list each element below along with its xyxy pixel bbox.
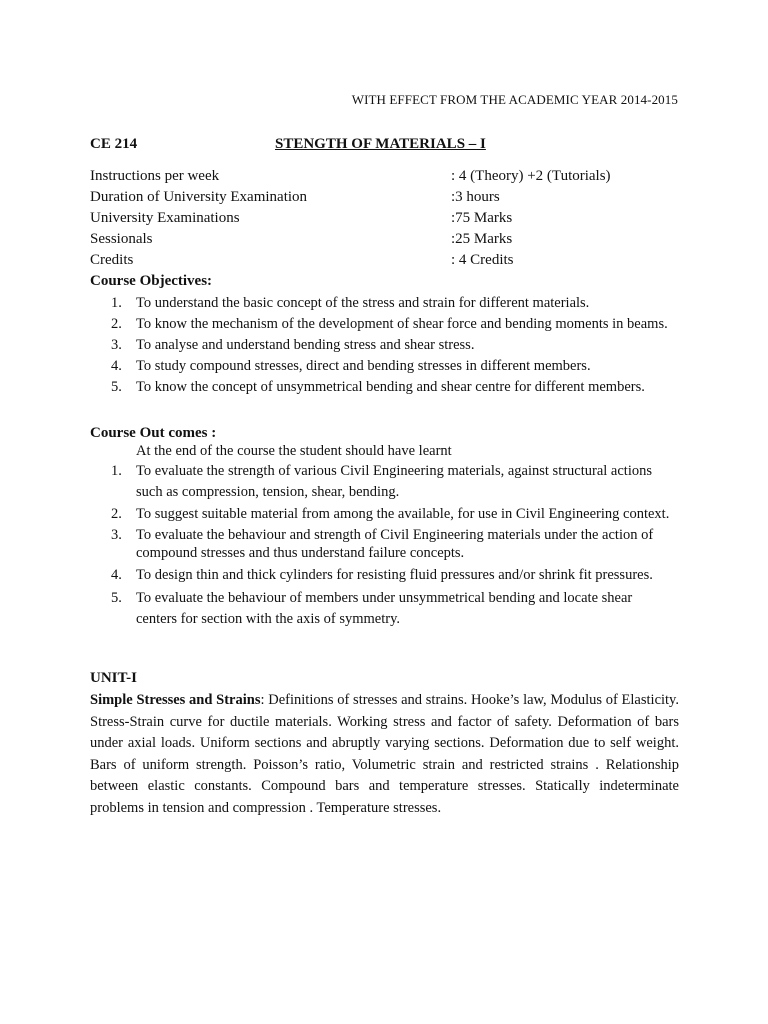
item-number: 1.: [111, 463, 122, 479]
item-text: To analyse and understand bending stress and shear stress.: [136, 337, 475, 353]
item-number: 1.: [111, 295, 122, 311]
item-text: To know the mechanism of the development of shear force and bending moments in beams.: [136, 316, 668, 332]
info-label: University Examinations: [90, 210, 240, 226]
item-number: 5.: [111, 590, 122, 606]
item-text: To know the concept of unsymmetrical bending and shear centre for different members.: [136, 379, 645, 395]
unit-paragraph: [90, 690, 679, 820]
item-text: To study compound stresses, direct and bending stresses in different members.: [136, 358, 591, 374]
course-info-table: [90, 168, 690, 273]
list-item: [90, 461, 675, 503]
item-number: 5.: [111, 379, 122, 395]
info-value: :3 hours: [451, 189, 500, 205]
list-item: [90, 526, 675, 562]
objectives-list: [90, 294, 675, 396]
item-text: To evaluate the behaviour and strength of Civil Engineering materials under the action of compound stresses and thus understand failure concepts.: [136, 527, 654, 561]
item-number: 2.: [111, 506, 122, 522]
info-label: Duration of University Examination: [90, 189, 308, 205]
item-text: To design thin and thick cylinders for resisting fluid pressures and/or shrink fit pressures.: [136, 567, 653, 583]
list-item: [90, 378, 675, 396]
unit-topic-title: Simple Stresses and Strains: [90, 692, 261, 708]
item-text: To evaluate the behaviour of members under unsymmetrical bending and locate shear centers for section with the axis of symmetry.: [136, 590, 633, 627]
list-item: [90, 565, 675, 586]
info-value: : 4 (Theory) +2 (Tutorials): [451, 168, 611, 184]
unit-heading: UNIT-I: [90, 670, 137, 686]
info-row: [90, 252, 690, 273]
course-title: STENGTH OF MATERIALS – I: [275, 136, 486, 152]
info-row: [90, 210, 690, 231]
item-text: To understand the basic concept of the stress and strain for different materials.: [136, 295, 590, 311]
item-number: 2.: [111, 316, 122, 332]
list-item: [90, 588, 675, 630]
item-number: 3.: [111, 527, 122, 543]
info-value: : 4 Credits: [451, 252, 514, 268]
info-row: [90, 168, 690, 189]
info-value: :25 Marks: [451, 231, 513, 247]
unit-body-text: : Definitions of stresses and strains. Hooke’s law, Modulus of Elasticity. Stress-Strain curve for ductile materials. Working stress and factor of safety. Deformation of bars under axial loads. Uniform sections and abruptly varying sections. Deformation due to self weight. Bars of uniform strength. Poisson’s ratio, Volumetric strain and restricted strains . Relationship between elastic constants. Compound bars and temperature stresses. Statically indeterminate problems in tension and compression . Temperature stresses.: [90, 692, 679, 816]
list-item: [90, 294, 675, 312]
outcomes-list: [90, 461, 675, 630]
outcomes-intro: At the end of the course the student should have learnt: [136, 443, 452, 459]
item-number: 4.: [111, 567, 122, 583]
info-label: Instructions per week: [90, 168, 220, 184]
objectives-heading: Course Objectives:: [90, 273, 213, 289]
course-title-row: [90, 136, 690, 158]
course-code: CE 214: [90, 136, 138, 152]
list-item: [90, 315, 675, 333]
outcomes-heading: Course Out comes :: [90, 425, 217, 441]
info-row: [90, 231, 690, 252]
list-item: [90, 505, 675, 523]
item-text: To suggest suitable material from among the available, for use in Civil Engineering context.: [136, 506, 670, 522]
list-item: [90, 336, 675, 354]
list-item: [90, 357, 675, 375]
effective-year-header: WITH EFFECT FROM THE ACADEMIC YEAR 2014-2015: [351, 92, 678, 107]
item-number: 4.: [111, 358, 122, 374]
info-label: Credits: [90, 252, 134, 268]
info-label: Sessionals: [90, 231, 153, 247]
item-text: To evaluate the strength of various Civil Engineering materials, against structural actions such as compression, tension, shear, bending.: [136, 463, 653, 500]
info-row: [90, 189, 690, 210]
item-number: 3.: [111, 337, 122, 353]
info-value: :75 Marks: [451, 210, 513, 226]
